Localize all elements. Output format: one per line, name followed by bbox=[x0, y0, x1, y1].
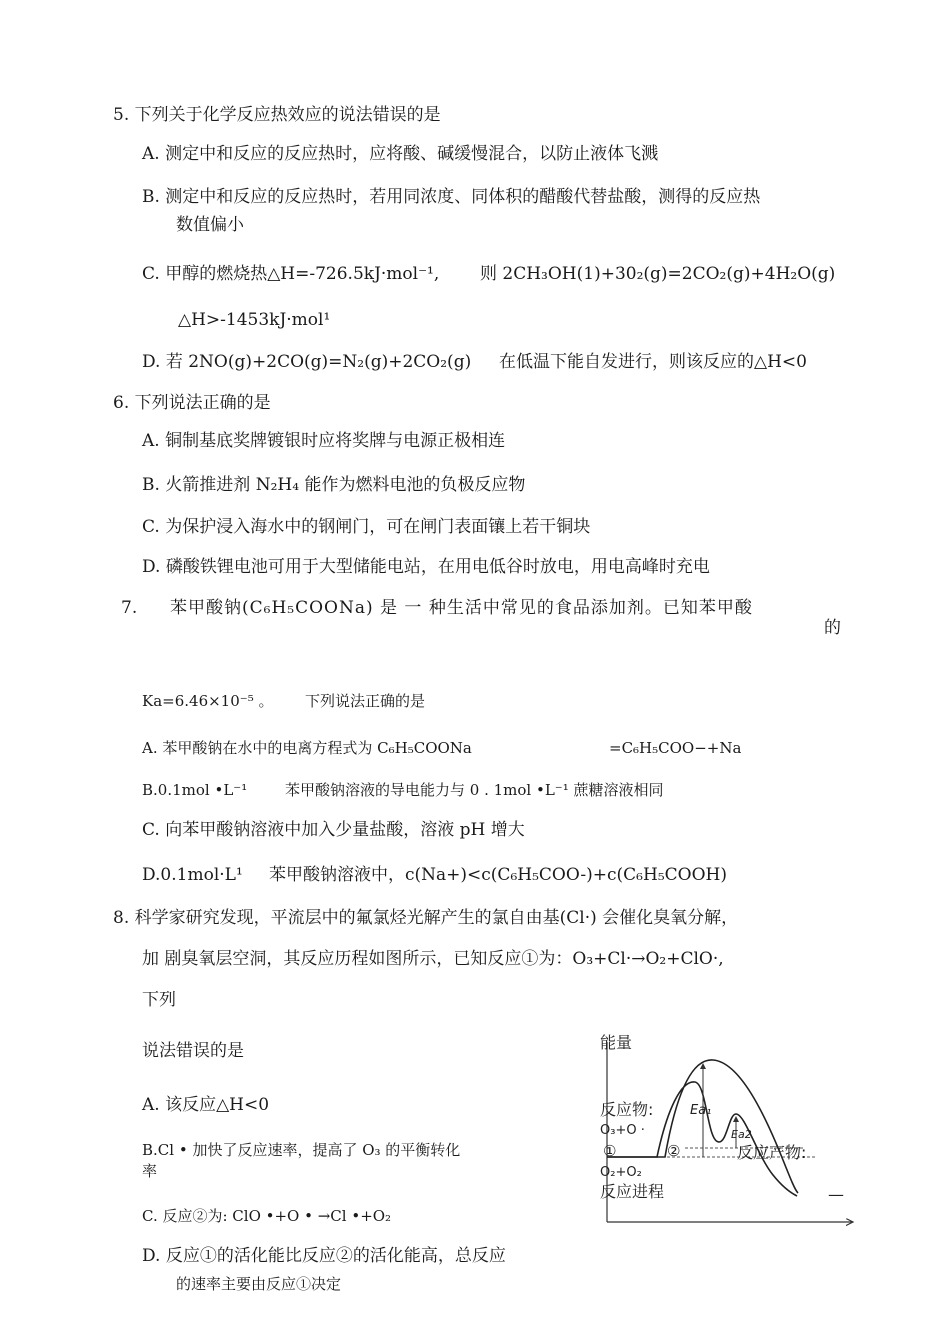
q8-stem: 8. 科学家研究发现，平流层中的氟氯烃光解产生的氯自由基(Cl·) 会催化臭氧分解， bbox=[113, 908, 739, 928]
q8-option-d: D. 反应①的活化能比反应②的活化能高，总反应 bbox=[142, 1246, 506, 1266]
q6-option-a: A. 铜制基底奖牌镀银时应将奖牌与电源正极相连 bbox=[142, 431, 506, 451]
reactants-label: 反应物: bbox=[600, 1100, 654, 1119]
q8-option-c: C. 反应②为: ClO •+O • →Cl •+O₂ bbox=[142, 1207, 392, 1225]
q7-stem-tail: 的 bbox=[824, 618, 841, 638]
reactants-formula: O₃+O · bbox=[600, 1123, 645, 1138]
energy-label: 能量 bbox=[600, 1033, 633, 1052]
q6-stem: 6. 下列说法正确的是 bbox=[113, 393, 271, 413]
q5-option-d-cont: 在低温下能自发进行，则该反应的△H<0 bbox=[499, 352, 807, 372]
step1-label: ① bbox=[603, 1142, 617, 1160]
q5-option-c: C. 甲醇的燃烧热△H=-726.5kJ·mol⁻¹, bbox=[142, 264, 440, 284]
ea1-label: Ea₁ bbox=[690, 1103, 712, 1118]
q7-stem: 苯甲酸钠(C₆H₅COONa) 是 一 种生活中常见的食品添加剂。已知苯甲酸 bbox=[170, 598, 753, 618]
q5-stem: 5. 下列关于化学反应热效应的说法错误的是 bbox=[113, 105, 441, 125]
dash-mark: — bbox=[828, 1185, 844, 1204]
q8-option-b-cont: 率 bbox=[142, 1162, 158, 1180]
q7-option-d-cont: 苯甲酸钠溶液中，c(Na+)<c(C₆H₅COO-)+c(C₆H₅COOH) bbox=[269, 865, 727, 885]
q8-option-a: A. 该反应△H<0 bbox=[142, 1095, 270, 1115]
q7-number: 7. bbox=[121, 598, 138, 618]
q5-option-c-cont: △H>-1453kJ·mol¹ bbox=[178, 310, 331, 330]
progress-label: 反应进程 bbox=[600, 1182, 665, 1201]
q7-option-c: C. 向苯甲酸钠溶液中加入少量盐酸，溶液 pH 增大 bbox=[142, 820, 525, 840]
q7-option-a: A. 苯甲酸钠在水中的电离方程式为 C₆H₅COONa bbox=[142, 739, 472, 757]
q8-option-b: B.Cl • 加快了反应速率，提高了 O₃ 的平衡转化 bbox=[142, 1141, 461, 1159]
q8-option-d-cont: 的速率主要由反应①决定 bbox=[176, 1275, 342, 1293]
q6-option-d: D. 磷酸铁锂电池可用于大型储能电站，在用电低谷时放电，用电高峰时充电 bbox=[142, 557, 710, 577]
q8-stem-cont3: 说法错误的是 bbox=[142, 1041, 244, 1061]
q5-option-c-equation: 则 2CH₃OH(1)+30₂(g)=2CO₂(g)+4H₂O(g) bbox=[480, 264, 836, 284]
q5-option-d: D. 若 2NO(g)+2CO(g)=N₂(g)+2CO₂(g) bbox=[142, 352, 472, 372]
q7-ka: Ka=6.46×10⁻⁵ 。 bbox=[142, 692, 274, 710]
q7-ka-question: 下列说法正确的是 bbox=[305, 692, 426, 710]
q5-option-b-cont: 数值偏小 bbox=[176, 215, 244, 235]
ea2-label: Ea2 bbox=[731, 1128, 752, 1141]
products-label: 反应产物: bbox=[737, 1143, 807, 1162]
q8-stem-cont: 加 剧臭氧层空洞，其反应历程如图所示，已知反应①为：O₃+Cl·→O₂+ClO·, bbox=[142, 949, 724, 969]
step2-label: ② bbox=[667, 1142, 681, 1160]
q7-option-d: D.0.1mol·L¹ bbox=[142, 865, 243, 885]
q8-stem-cont2: 下列 bbox=[142, 990, 176, 1010]
q7-option-b-cont: 苯甲酸钠溶液的导电能力与 0 . 1mol •L⁻¹ 蔗糖溶液相同 bbox=[285, 781, 664, 799]
q7-option-b: B.0.1mol •L⁻¹ bbox=[142, 781, 248, 799]
products-formula: O₂+O₂ bbox=[600, 1165, 642, 1180]
q6-option-b: B. 火箭推进剂 N₂H₄ 能作为燃料电池的负极反应物 bbox=[142, 475, 526, 495]
q5-option-a: A. 测定中和反应的反应热时，应将酸、碱缓慢混合，以防止液体飞溅 bbox=[142, 144, 659, 164]
q7-option-a-equation: =C₆H₅COO−+Na bbox=[609, 739, 742, 757]
q5-option-b: B. 测定中和反应的反应热时，若用同浓度、同体积的醋酸代替盐酸，测得的反应热 bbox=[142, 187, 761, 207]
q6-option-c: C. 为保护浸入海水中的钢闸门，可在闸门表面镶上若干铜块 bbox=[142, 517, 591, 537]
energy-diagram bbox=[595, 1030, 865, 1235]
